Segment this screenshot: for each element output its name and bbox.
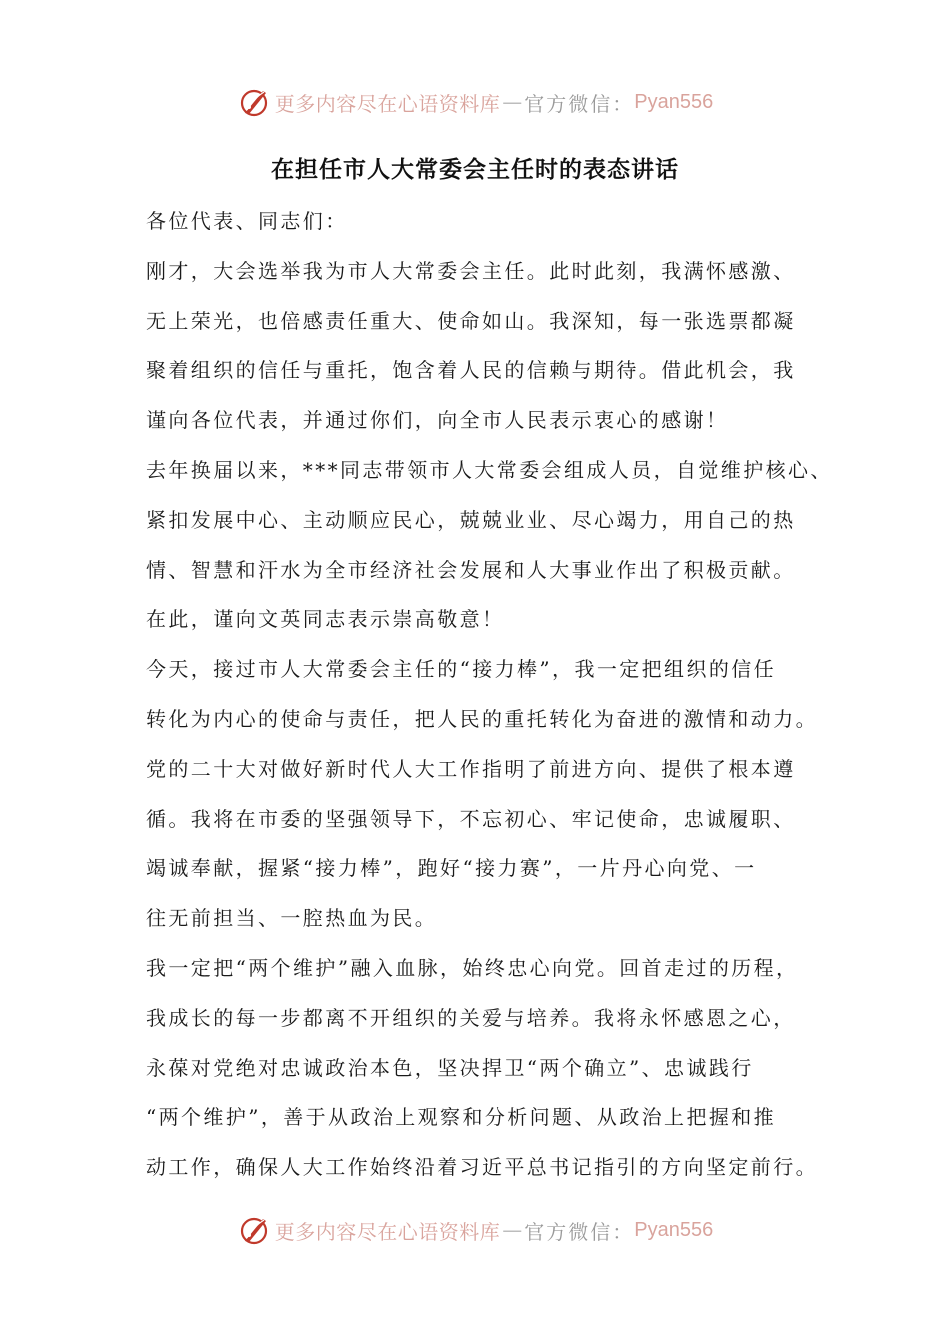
body-line: 竭诚奉献，握紧“接力棒”，跑好“接力赛”，一片丹心向党、一 bbox=[146, 856, 757, 881]
body-line: 各位代表、同志们： bbox=[146, 209, 348, 233]
banner-promo-text: 更多内容尽在心语资料库 bbox=[274, 1219, 501, 1244]
document-body bbox=[146, 197, 833, 1193]
banner-wechat-id: Pyan556 bbox=[634, 90, 714, 113]
body-line: 情、智慧和汗水为全市经济社会发展和人大事业作出了积极贡献。 bbox=[146, 557, 796, 582]
body-line: “两个维护”，善于从政治上观察和分析问题、从政治上把握和推 bbox=[146, 1105, 777, 1130]
body-line: 动工作，确保人大工作始终沿着习近平总书记指引的方向坚定前行。 bbox=[146, 1155, 818, 1180]
body-line: 在此，谨向文英同志表示崇高敬意！ bbox=[146, 607, 505, 632]
footer-banner bbox=[0, 1210, 950, 1250]
document-title: 在担任市人大常委会主任时的表态讲话 bbox=[271, 157, 679, 183]
banner-separator: — bbox=[502, 90, 523, 114]
body-line: 去年换届以来，***同志带领市人大常委会组成人员，自觉维护核心、 bbox=[146, 457, 833, 482]
body-line: 聚着组织的信任与重托，饱含着人民的信赖与期待。借此机会，我 bbox=[146, 358, 796, 383]
banner-promo-text: 更多内容尽在心语资料库 bbox=[274, 91, 501, 116]
banner-separator: — bbox=[502, 1218, 523, 1242]
body-line: 紧扣发展中心、主动顺应民心，兢兢业业、尽心竭力，用自己的热 bbox=[146, 507, 796, 532]
body-line: 我一定把“两个维护”融入血脉，始终忠心向党。回首走过的历程， bbox=[146, 955, 799, 980]
body-line: 永葆对党绝对忠诚政治本色，坚决捍卫“两个确立”、忠诚践行 bbox=[146, 1055, 754, 1080]
body-line: 无上荣光，也倍感责任重大、使命如山。我深知，每一张选票都凝 bbox=[146, 308, 796, 333]
body-line: 循。我将在市委的坚强领导下，不忘初心、牢记使命，忠诚履职、 bbox=[146, 806, 796, 831]
banner-wechat-label: 官方微信： bbox=[524, 1219, 635, 1244]
header-banner bbox=[0, 82, 950, 122]
body-line: 往无前担当、一腔热血为民。 bbox=[146, 906, 438, 931]
banner-wechat-id: Pyan556 bbox=[634, 1218, 714, 1241]
body-line: 转化为内心的使命与责任，把人民的重托转化为奋进的激情和动力。 bbox=[146, 706, 818, 731]
quill-pen-logo-icon bbox=[237, 85, 271, 119]
banner-wechat-label: 官方微信： bbox=[524, 91, 635, 116]
body-line: 谨向各位代表，并通过你们，向全市人民表示衷心的感谢！ bbox=[146, 408, 729, 433]
body-line: 刚才，大会选举我为市人大常委会主任。此时此刻，我满怀感激、 bbox=[146, 258, 796, 283]
quill-pen-logo-icon bbox=[237, 1213, 271, 1247]
body-line: 我成长的每一步都离不开组织的关爱与培养。我将永怀感恩之心， bbox=[146, 1005, 796, 1030]
body-line: 党的二十大对做好新时代人大工作指明了前进方向、提供了根本遵 bbox=[146, 756, 796, 781]
body-line: 今天，接过市人大常委会主任的“接力棒”，我一定把组织的信任 bbox=[146, 657, 777, 682]
